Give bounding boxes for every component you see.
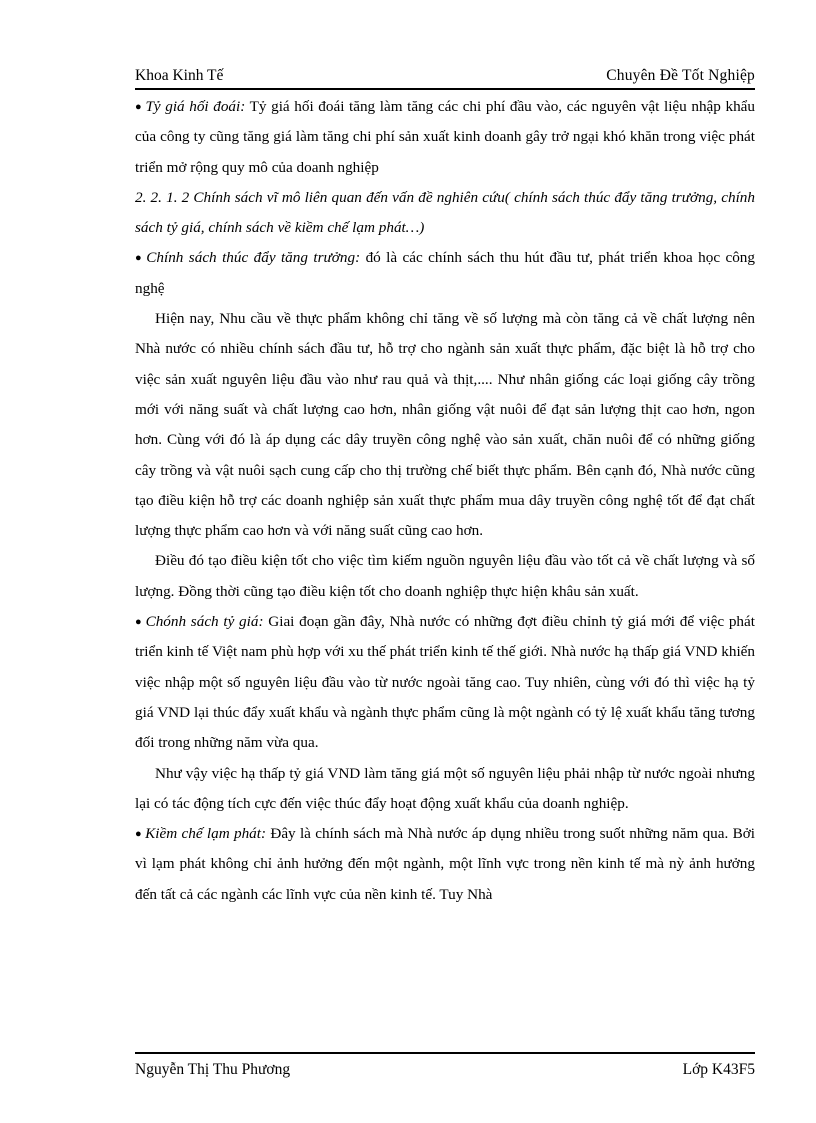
paragraph-lead: Kiềm chế lạm phát: — [145, 825, 267, 843]
footer-class: Lớp K43F5 — [682, 1061, 755, 1078]
paragraph-lead: Tỷ giá hối đoái: — [145, 98, 246, 115]
footer-author: Nguyễn Thị Thu Phương — [135, 1061, 291, 1078]
paragraph-text: Giai đoạn gần đây, Nhà nước có những đợt điều chỉnh tỷ giá mới để việc phát triển kinh tế Việt nam phù hợp với xu thế phát triển kinh tế thế giới. Nhà nước hạ thấp giá VND khiến việc nhập một số nguyên liệu đầu vào từ nước ngoài tăng cao. Tuy nhiên, cùng với đó thì việc hạ tỷ giá VND lại thúc đẩy xuất khẩu và ngành thực phẩm cũng là một ngành có tỷ lệ xuất khẩu tăng tương đối trong những năm vừa qua. — [135, 613, 755, 752]
paragraph-conditions: Điều đó tạo điều kiện tốt cho việc tìm kiếm nguồn nguyên liệu đầu vào tốt cả về chất lượng và số lượng. Đồng thời cũng tạo điều kiện tốt cho doanh nghiệp thực hiện khâu sản xuất. — [135, 552, 755, 600]
paragraph-vnd-effect: Như vậy việc hạ thấp tỷ giá VND làm tăng giá một số nguyên liệu phải nhập từ nước ngoài nhưng lại có tác động tích cực đến việc thúc đẩy hoạt động xuất khẩu của doanh nghiệp. — [135, 764, 755, 812]
bullet-icon: ● — [135, 101, 143, 113]
bullet-icon: ● — [135, 828, 143, 841]
paragraph-exchange-rate — [135, 92, 755, 183]
paragraph-food-demand: Hiện nay, Nhu cầu về thực phẩm không chỉ tăng về số lượng mà còn tăng cả về chất lượng nên Nhà nước có nhiều chính sách đầu tư, hỗ trợ cho ngành sản xuất thực phẩm, đặc biệt là hỗ trợ cho việc sản xuất nguyên liệu đầu vào như rau quả và thịt,.... Như nhân giống các loại giống cây trồng mới với năng suất và chất lượng cao hơn, nhân giống vật nuôi để đạt sản lượng thịt cao hơn, ngon hơn. Cùng với đó là áp dụng các dây truyền công nghệ vào sản xuất, chăn nuôi để có những giống cây trồng và vật nuôi sạch cung cấp cho thị trường chế biết thực phẩm. Bên cạnh đó, Nhà nước cũng tạo điều kiện hỗ trợ các doanh nghiệp sản xuất thực phẩm mua dây truyền công nghệ tốt để đạt chất lượng thực phẩm cao hơn và với năng suất cũng cao hơn. — [135, 310, 755, 540]
paragraph-text: Tỷ giá hối đoái tăng làm tăng các chi phí đầu vào, các nguyên vật liệu nhập khẩu của công ty cũng tăng giá làm tăng chi phí sản xuất kinh doanh gây trở ngại khó khăn trong việc phát triển mở rộng quy mô của doanh nghiệp — [135, 98, 755, 176]
bullet-icon: ● — [135, 252, 144, 265]
page-header — [135, 66, 755, 90]
bullet-icon: ● — [135, 616, 143, 629]
header-document-type: Chuyên Đề Tốt Nghiệp — [606, 67, 755, 84]
paragraph-inflation — [135, 819, 755, 910]
page-footer — [135, 1052, 755, 1080]
section-heading: 2. 2. 1. 2 Chính sách vĩ mô liên quan đến vấn đề nghiên cứu( chính sách thúc đẩy tăng trưởng, chính sách tỷ giá, chính sách về kiềm chế lạm phát…) — [135, 188, 755, 237]
paragraph-exchange-policy — [135, 607, 755, 758]
paragraph-text: Đây là chính sách mà Nhà nước áp dụng nhiều trong suốt những năm qua. Bởi vì lạm phát không chỉ ảnh hưởng đến một ngành, một lĩnh vực trong nền kinh tế mà nỳ ảnh hưởng đến tất cả các ngành các lĩnh vực của nền kinh tế. Tuy Nhà — [135, 825, 755, 903]
paragraph-growth-policy — [135, 243, 755, 304]
paragraph-lead: Chónh sách tỷ giá: — [145, 613, 264, 631]
header-faculty: Khoa Kinh Tế — [135, 67, 224, 84]
paragraph-text: đó là các chính sách thu hút đầu tư, phát triển khoa học công nghệ — [135, 249, 755, 297]
paragraph-lead: Chính sách thúc đẩy tăng trưởng: — [146, 249, 361, 267]
document-body — [135, 92, 755, 910]
